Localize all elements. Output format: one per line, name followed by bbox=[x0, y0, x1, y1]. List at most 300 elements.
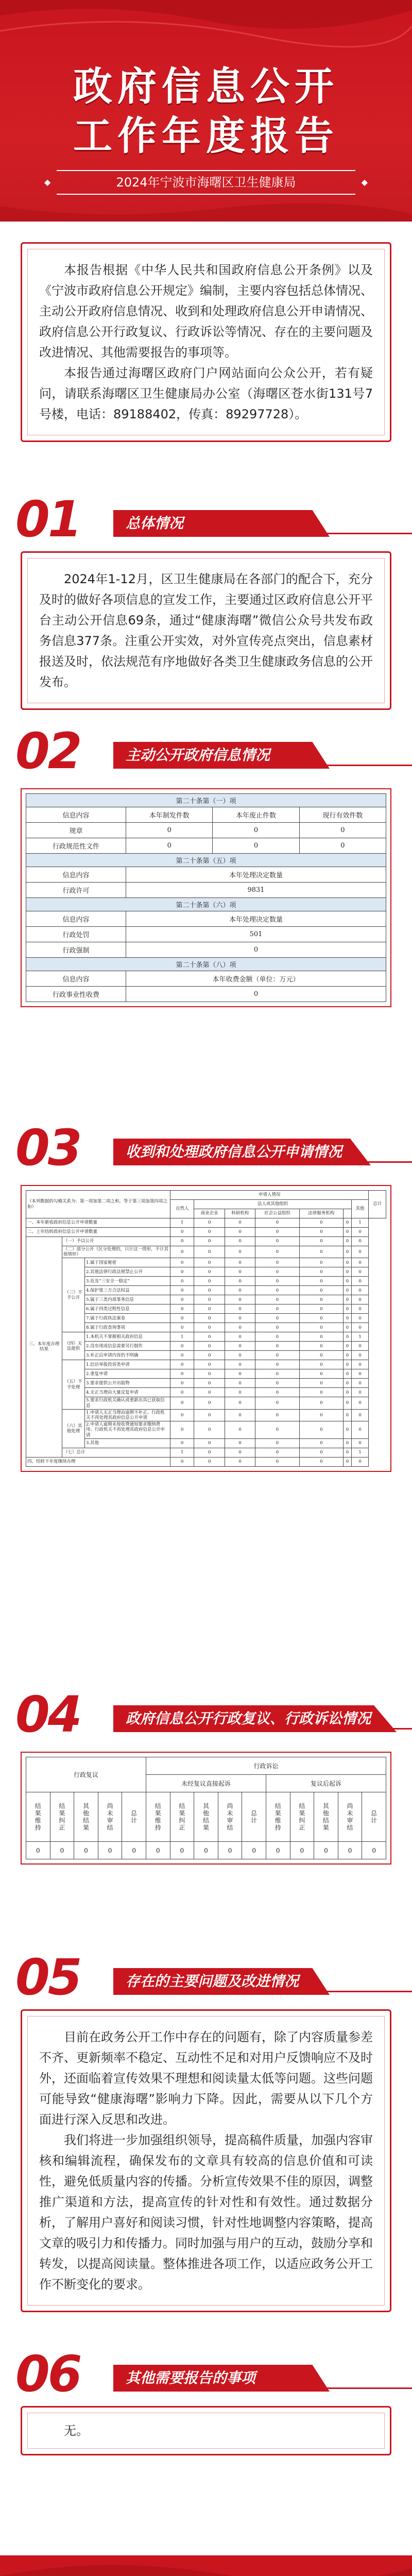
table-cell: 0 bbox=[170, 1286, 194, 1295]
table-cell: 0 bbox=[255, 1369, 299, 1379]
table-cell: 1 bbox=[170, 1218, 194, 1228]
intro-paragraph-1: 本报告根据《中华人民共和国政府信息公开条例》以及《宁波市政府信息公开规定》编制，主要内容包括总体情况、主动公开政府信息情况、收到和处理政府信息公开申请情况、政府信息公开行政复议、行政诉讼等情况、存在的主要问题及改进情况、其他需要报告的事项等。 bbox=[39, 263, 373, 360]
row-label: 5.要求行政机关确认或重新出具已获取信息 bbox=[85, 1397, 170, 1409]
section-3-title: 收到和处理政府信息公开申请情况 bbox=[126, 1143, 342, 1160]
table-cell: 0 bbox=[170, 1409, 194, 1421]
table-cell: 0 bbox=[343, 1351, 351, 1360]
table-cell: 0 bbox=[170, 1295, 194, 1304]
table-cell: 0 bbox=[194, 1228, 225, 1237]
table-cell: 0 bbox=[255, 1360, 299, 1369]
table-header: 信息内容 bbox=[26, 867, 126, 883]
table-header: 结果维持 bbox=[146, 1792, 170, 1842]
table-cell: 0 bbox=[299, 1421, 343, 1439]
section-5-ribbon bbox=[113, 1968, 397, 1995]
table-cell: 0 bbox=[255, 1304, 299, 1314]
table-header: 结果纠正 bbox=[290, 1792, 314, 1842]
table-cell: 0 bbox=[225, 1421, 255, 1439]
table-cell: 0 bbox=[299, 1379, 343, 1388]
table-cell: 0 bbox=[225, 1323, 255, 1332]
table-band: 第二十条第（八）项 bbox=[26, 958, 386, 971]
table-cell: 0 bbox=[351, 1295, 369, 1304]
table-header: 本年废止件数 bbox=[213, 807, 299, 823]
table-cell: 0 bbox=[343, 1228, 351, 1237]
problems-paragraph-1: 目前在政务公开工作中存在的问题有，除了内容质量参差不齐、更新频率不稳定、互动性不足和对用户反馈响应不及时外，还面临着宣传效果不理想和阅读量太低等问题。这些问题可能导致“健康海曙”影响力下降。因此，需要从以下几个方面进行深入反思和改进。 bbox=[39, 2030, 373, 2127]
table-cell: 0 bbox=[194, 1267, 225, 1277]
table-cell: 0 bbox=[225, 1295, 255, 1304]
table-cell: 0 bbox=[343, 1421, 351, 1439]
table-cell: 0 bbox=[194, 1218, 225, 1228]
row-label: 一、本年新收政府信息公开申请数量 bbox=[26, 1218, 170, 1228]
table-cell: 0 bbox=[343, 1277, 351, 1286]
row-label: （一）予以公开 bbox=[62, 1237, 170, 1246]
table-cell: 0 bbox=[351, 1351, 369, 1360]
table-cell: 0 bbox=[255, 1237, 299, 1246]
table-cell: 0 bbox=[194, 1332, 225, 1342]
table-cell: 0 bbox=[351, 1323, 369, 1332]
table-band: 第二十条第（五）项 bbox=[26, 854, 386, 867]
table-cell: 0 bbox=[255, 1258, 299, 1267]
section-2-title: 主动公开政府信息情况 bbox=[126, 747, 270, 764]
table-cell: 0 bbox=[299, 1277, 343, 1286]
table-cell: 0 bbox=[343, 1258, 351, 1267]
table-cell: 0 bbox=[299, 838, 386, 854]
table-cell: 0 bbox=[343, 1409, 351, 1421]
table-cell: 行政强制 bbox=[26, 942, 126, 958]
table-cell: 0 bbox=[213, 823, 299, 838]
section-3-heading bbox=[15, 1119, 397, 1177]
table-cell: 0 bbox=[194, 1457, 225, 1466]
table-cell: 0 bbox=[255, 1397, 299, 1409]
table-band: 第二十条第（六）项 bbox=[26, 898, 386, 911]
table-header: 法人或其他组织 bbox=[194, 1200, 351, 1209]
table-header: 结果纠正 bbox=[50, 1792, 74, 1842]
table-cell: 0 bbox=[299, 1314, 343, 1323]
section-5-title: 存在的主要问题及改进情况 bbox=[126, 1973, 299, 1990]
table-cell: 0 bbox=[26, 1842, 50, 1859]
table-cell: 0 bbox=[170, 1360, 194, 1369]
table-header: 总计 bbox=[369, 1191, 386, 1218]
table-cell: 0 bbox=[194, 1286, 225, 1295]
table-cell: 0 bbox=[194, 1409, 225, 1421]
row-label: 3.危及“三安全一稳定” bbox=[85, 1277, 170, 1286]
table-header: 复议后起诉 bbox=[266, 1775, 386, 1792]
table-cell: 0 bbox=[170, 1304, 194, 1314]
table-cell: 0 bbox=[225, 1448, 255, 1457]
table-cell: 0 bbox=[170, 1258, 194, 1267]
row-label: 5.属于三类内部事务信息 bbox=[85, 1295, 170, 1304]
table-cell: 0 bbox=[255, 1409, 299, 1421]
row-label: 四、结转下年度继续办理 bbox=[26, 1457, 170, 1466]
section-4-number: 04 bbox=[15, 1686, 80, 1743]
table-cell: 0 bbox=[225, 1314, 255, 1323]
section-1-title: 总体情况 bbox=[126, 515, 184, 532]
table-cell: 0 bbox=[299, 1267, 343, 1277]
subtitle: ◆ 2024年宁波市海曙区卫生健康局 ◆ bbox=[57, 170, 355, 195]
table-cell: 0 bbox=[194, 1421, 225, 1439]
table-cell: 0 bbox=[194, 1304, 225, 1314]
row-label: 3.其他 bbox=[85, 1438, 170, 1448]
table-cell: 0 bbox=[343, 1246, 351, 1258]
main-title-line2: 工作年度报告 bbox=[73, 113, 339, 159]
other-card bbox=[21, 2406, 391, 2455]
row-label: 2.其他法律行政法规禁止公开 bbox=[85, 1267, 170, 1277]
table-cell: 0 bbox=[225, 1360, 255, 1369]
section-3-ribbon bbox=[113, 1139, 397, 1165]
table-cell: 0 bbox=[255, 1448, 299, 1457]
section-1-number: 01 bbox=[15, 490, 80, 548]
table-cell: 0 bbox=[299, 1286, 343, 1295]
table-cell: 行政许可 bbox=[26, 883, 126, 898]
table-cell: 0 bbox=[343, 1304, 351, 1314]
section-5-heading bbox=[15, 1948, 397, 2006]
table-cell: 0 bbox=[255, 1295, 299, 1304]
table-header: 尚未审结 bbox=[218, 1792, 242, 1842]
table-cell: 0 bbox=[255, 1228, 299, 1237]
table-cell: 0 bbox=[255, 1218, 299, 1228]
table-cell: 0 bbox=[213, 838, 299, 854]
section-4-ribbon bbox=[113, 1705, 397, 1732]
table-cell: 0 bbox=[351, 1457, 369, 1466]
table-cell: 0 bbox=[343, 1457, 351, 1466]
table-cell: 0 bbox=[225, 1218, 255, 1228]
table-cell: 0 bbox=[255, 1438, 299, 1448]
review-litigation-table bbox=[26, 1757, 386, 1859]
section-6-number: 06 bbox=[15, 2345, 80, 2403]
table-cell: 0 bbox=[343, 1314, 351, 1323]
table-cell: 0 bbox=[351, 1409, 369, 1421]
table-row bbox=[26, 838, 386, 854]
table-cell: 0 bbox=[126, 823, 213, 838]
table-cell: 0 bbox=[170, 1351, 194, 1360]
table-cell: 0 bbox=[299, 1351, 343, 1360]
table-row bbox=[26, 942, 386, 958]
table-cell: 0 bbox=[255, 1314, 299, 1323]
table-row bbox=[26, 1246, 386, 1258]
table-cell: 0 bbox=[343, 1379, 351, 1388]
table-header: 未经复议直接起诉 bbox=[146, 1775, 266, 1792]
table-cell: 0 bbox=[194, 1237, 225, 1246]
table-cell: 0 bbox=[255, 1267, 299, 1277]
table-cell: 0 bbox=[351, 1379, 369, 1388]
table-cell: 0 bbox=[225, 1304, 255, 1314]
table-cell: 0 bbox=[255, 1332, 299, 1342]
table-cell: 0 bbox=[126, 987, 386, 1002]
table-cell: 0 bbox=[194, 1397, 225, 1409]
footer-band bbox=[0, 2555, 412, 2576]
table-cell: 0 bbox=[194, 1277, 225, 1286]
group-label: （三）不予公开 bbox=[62, 1258, 85, 1332]
intro-card bbox=[21, 242, 391, 442]
row-label: 2.重复申请 bbox=[85, 1369, 170, 1379]
row-label: （七）总计 bbox=[62, 1448, 170, 1457]
overall-paragraph: 2024年1-12月，区卫生健康局在各部门的配合下，充分及时的做好各项信息的宣发工作，主要通过区政府信息公开平台主动公开信息69条，通过“健康海曙”微信公众号共发布政务信息377条。注重公开实效，对外宣传亮点突出，信息素材报送及时，依法规范有序地做好各类卫生健康政务信息的公开发布。 bbox=[39, 572, 373, 689]
table-header: 结果纠正 bbox=[170, 1792, 194, 1842]
table-cell: 0 bbox=[194, 1842, 218, 1859]
table-cell: 0 bbox=[351, 1304, 369, 1314]
table-cell: 0 bbox=[225, 1438, 255, 1448]
table-row bbox=[26, 1228, 386, 1237]
table-cell: 0 bbox=[299, 1332, 343, 1342]
application-table bbox=[26, 1190, 386, 1467]
table-cell: 0 bbox=[351, 1369, 369, 1379]
table-cell: 0 bbox=[362, 1842, 386, 1859]
row-label: 二、上年结转政府信息公开申请数量 bbox=[26, 1228, 170, 1237]
table-header: 总计 bbox=[242, 1792, 266, 1842]
table-header: 总计 bbox=[362, 1792, 386, 1842]
table-cell: 0 bbox=[343, 1218, 351, 1228]
table-cell: 0 bbox=[170, 1267, 194, 1277]
table-cell: 0 bbox=[343, 1286, 351, 1295]
other-text: 无。 bbox=[64, 2424, 89, 2438]
table-cell: 0 bbox=[255, 1388, 299, 1397]
table-cell: 0 bbox=[225, 1277, 255, 1286]
problems-paragraph-2: 我们将进一步加强组织领导，提高稿件质量，加强内容审核和编辑流程，确保发布的文章具有较高的信息价值和可读性，避免低质量内容的传播。分析宣传效果不佳的原因，调整推广渠道和方法，提高宣传的针对性和有效性。通过数据分析，了解用户喜好和阅读习惯，针对性地调整内容策略，提高文章的吸引力和传播力。同时加强与用户的互动，鼓励分享和转发，以提高阅读量。整体推进各项工作，以适应政务公开工作不断变化的要求。 bbox=[39, 2133, 373, 2292]
table-header bbox=[343, 1209, 351, 1218]
table-band: 第二十条第（一）项 bbox=[26, 794, 386, 807]
table-row bbox=[26, 883, 386, 898]
table-header: 其他 bbox=[351, 1200, 369, 1218]
table-cell: 0 bbox=[225, 1388, 255, 1397]
table-cell: 0 bbox=[194, 1246, 225, 1258]
table-cell: 0 bbox=[225, 1246, 255, 1258]
table-cell: 0 bbox=[351, 1237, 369, 1246]
table-cell: 0 bbox=[338, 1842, 362, 1859]
table-cell: 0 bbox=[351, 1314, 369, 1323]
section-4-title: 政府信息公开行政复议、行政诉讼情况 bbox=[126, 1710, 371, 1727]
table-cell: 1 bbox=[170, 1332, 194, 1342]
application-table-frame bbox=[21, 1185, 391, 1472]
table-cell: 0 bbox=[299, 1218, 343, 1228]
table-cell: 0 bbox=[351, 1286, 369, 1295]
table-cell: 0 bbox=[170, 1228, 194, 1237]
table-cell: 0 bbox=[170, 1369, 194, 1379]
table-cell: 0 bbox=[122, 1842, 146, 1859]
table-cell: 0 bbox=[225, 1457, 255, 1466]
table-cell: 0 bbox=[255, 1421, 299, 1439]
section-2-number: 02 bbox=[15, 722, 80, 780]
table-cell: 0 bbox=[290, 1842, 314, 1859]
table-cell: 0 bbox=[225, 1379, 255, 1388]
proactive-disclosure-table bbox=[26, 793, 386, 1002]
table-cell: 0 bbox=[50, 1842, 74, 1859]
row-label: 8.属于行政查询事项 bbox=[85, 1323, 170, 1332]
row-label: 6.属于四类过程性信息 bbox=[85, 1304, 170, 1314]
table-cell: 0 bbox=[351, 1267, 369, 1277]
table-header: 其他结果 bbox=[74, 1792, 98, 1842]
overall-card bbox=[21, 551, 391, 710]
section-2-ribbon bbox=[113, 742, 397, 769]
row-label: 1.信访举报投诉类申请 bbox=[85, 1360, 170, 1369]
table-row bbox=[26, 1448, 386, 1457]
table-cell: 1 bbox=[351, 1332, 369, 1342]
row-label: 7.属于行政执法案卷 bbox=[85, 1314, 170, 1323]
table-cell: 0 bbox=[351, 1246, 369, 1258]
table-header: 信息内容 bbox=[26, 911, 126, 927]
table-cell: 0 bbox=[299, 1360, 343, 1369]
table-cell: 0 bbox=[351, 1360, 369, 1369]
table-cell: 0 bbox=[299, 1295, 343, 1304]
table-cell: 0 bbox=[194, 1258, 225, 1267]
table-cell: 0 bbox=[126, 838, 213, 854]
table-row bbox=[26, 1332, 386, 1342]
table-header: 本年处理决定数量 bbox=[126, 911, 386, 927]
table-cell: 0 bbox=[299, 1323, 343, 1332]
table-header: 信息内容 bbox=[26, 807, 126, 823]
table-header: 本年处理决定数量 bbox=[126, 867, 386, 883]
table-header: 尚未审结 bbox=[338, 1792, 362, 1842]
table-cell: 0 bbox=[194, 1379, 225, 1388]
row-label: 4.无正当理由大量反复申请 bbox=[85, 1388, 170, 1397]
section-2-heading bbox=[15, 722, 397, 780]
table-cell: 0 bbox=[343, 1397, 351, 1409]
table-header: 科研机构 bbox=[225, 1209, 255, 1218]
table-cell: 0 bbox=[170, 1342, 194, 1351]
row-label: 2.申请人逾期未按收费通知要求缴纳费用、行政机关不再处理其政府信息公开申请 bbox=[85, 1421, 170, 1439]
table-cell: 0 bbox=[170, 1314, 194, 1323]
table-cell: 0 bbox=[299, 1409, 343, 1421]
table-cell: 0 bbox=[225, 1409, 255, 1421]
table-cell: 0 bbox=[299, 1237, 343, 1246]
table-cell: 0 bbox=[242, 1842, 266, 1859]
table-header: 本年收费金额（单位：万元） bbox=[126, 971, 386, 987]
table-cell: 0 bbox=[194, 1360, 225, 1369]
group-label: （六）其他处理 bbox=[62, 1409, 85, 1448]
table-cell: 1 bbox=[351, 1448, 369, 1457]
table-cell: 0 bbox=[299, 1369, 343, 1379]
table-cell: 0 bbox=[343, 1360, 351, 1369]
table-header: 其他结果 bbox=[194, 1792, 218, 1842]
table-cell: 0 bbox=[343, 1267, 351, 1277]
table-row bbox=[26, 1409, 386, 1421]
table-cell: 0 bbox=[255, 1342, 299, 1351]
group-label: （五）不予处理 bbox=[62, 1360, 85, 1409]
proactive-disclosure-table-frame bbox=[21, 788, 391, 1007]
table-cell: 0 bbox=[351, 1342, 369, 1351]
section-5-number: 05 bbox=[15, 1948, 80, 2006]
table-cell: 0 bbox=[194, 1323, 225, 1332]
table-cell: 0 bbox=[225, 1342, 255, 1351]
table-cell: 0 bbox=[194, 1438, 225, 1448]
table-row bbox=[26, 1237, 386, 1246]
table-cell: 0 bbox=[194, 1342, 225, 1351]
table-header: 尚未审结 bbox=[98, 1792, 122, 1842]
table-cell: 0 bbox=[170, 1246, 194, 1258]
table-cell: 0 bbox=[351, 1258, 369, 1267]
table-cell: 0 bbox=[170, 1379, 194, 1388]
section-3-number: 03 bbox=[15, 1119, 80, 1177]
table-cell: 0 bbox=[170, 1438, 194, 1448]
table-cell: 0 bbox=[126, 942, 386, 958]
table-cell: 0 bbox=[170, 1397, 194, 1409]
table-header: （本列数据的勾稽关系为：第一项加第二项之和，等于第三项加第四项之和） bbox=[26, 1191, 170, 1218]
table-cell: 0 bbox=[343, 1448, 351, 1457]
table-cell: 0 bbox=[299, 1246, 343, 1258]
table-cell: 0 bbox=[146, 1842, 170, 1859]
table-cell: 0 bbox=[343, 1388, 351, 1397]
table-header: 总计 bbox=[122, 1792, 146, 1842]
table-header: 结果维持 bbox=[26, 1792, 50, 1842]
table-row bbox=[26, 987, 386, 1002]
table-header: 申请人情况 bbox=[170, 1191, 369, 1200]
table-cell: 0 bbox=[299, 1397, 343, 1409]
table-cell: 0 bbox=[225, 1397, 255, 1409]
table-cell: 0 bbox=[299, 1304, 343, 1314]
table-cell: 规章 bbox=[26, 823, 126, 838]
row-label: 1.本机关不掌握相关政府信息 bbox=[85, 1332, 170, 1342]
table-row bbox=[26, 1457, 386, 1466]
table-cell: 0 bbox=[225, 1237, 255, 1246]
table-cell: 0 bbox=[343, 1237, 351, 1246]
table-cell: 0 bbox=[170, 1277, 194, 1286]
section-6-title: 其他需要报告的事项 bbox=[126, 2369, 256, 2386]
section-6-ribbon bbox=[113, 2365, 397, 2392]
table-cell: 0 bbox=[343, 1369, 351, 1379]
main-title bbox=[0, 62, 412, 161]
table-cell: 0 bbox=[351, 1228, 369, 1237]
table-cell: 0 bbox=[314, 1842, 338, 1859]
problems-card bbox=[21, 2009, 391, 2312]
table-cell: 0 bbox=[255, 1286, 299, 1295]
table-cell: 0 bbox=[255, 1351, 299, 1360]
table-header: 本年制发件数 bbox=[126, 807, 213, 823]
table-cell: 0 bbox=[225, 1267, 255, 1277]
table-row bbox=[26, 1258, 386, 1267]
table-cell: 0 bbox=[225, 1228, 255, 1237]
row-label: 1.属于国家秘密 bbox=[85, 1258, 170, 1267]
table-header: 行政诉讼 bbox=[146, 1757, 386, 1775]
table-cell: 0 bbox=[299, 1457, 343, 1466]
table-cell: 0 bbox=[299, 1438, 343, 1448]
table-cell: 501 bbox=[126, 927, 386, 942]
table-header: 社会公益组织 bbox=[255, 1209, 299, 1218]
table-row bbox=[26, 1360, 386, 1369]
group-label: 三、本年度办理结果 bbox=[26, 1237, 62, 1458]
report-header bbox=[0, 0, 412, 222]
group-label: （四）无法提供 bbox=[62, 1332, 85, 1360]
table-cell: 9831 bbox=[126, 883, 386, 898]
table-cell: 0 bbox=[299, 1342, 343, 1351]
section-6-heading bbox=[15, 2345, 397, 2403]
row-label: 3.要求提供公开出版物 bbox=[85, 1379, 170, 1388]
table-cell: 0 bbox=[170, 1457, 194, 1466]
table-header: 其他结果 bbox=[314, 1792, 338, 1842]
table-cell: 0 bbox=[170, 1421, 194, 1439]
table-cell: 0 bbox=[74, 1842, 98, 1859]
table-cell: 0 bbox=[194, 1369, 225, 1379]
table-cell: 0 bbox=[194, 1351, 225, 1360]
table-header: 现行有效件数 bbox=[299, 807, 386, 823]
row-label: 3.补正后申请内容仍不明确 bbox=[85, 1351, 170, 1360]
table-cell: 0 bbox=[343, 1295, 351, 1304]
table-cell: 行政处罚 bbox=[26, 927, 126, 942]
table-cell: 0 bbox=[225, 1258, 255, 1267]
table-header: 法律服务机构 bbox=[299, 1209, 343, 1218]
table-row bbox=[26, 927, 386, 942]
table-cell: 0 bbox=[351, 1277, 369, 1286]
section-4-heading bbox=[15, 1686, 397, 1743]
table-cell: 0 bbox=[343, 1342, 351, 1351]
table-cell: 0 bbox=[266, 1842, 290, 1859]
table-cell: 0 bbox=[194, 1295, 225, 1304]
table-row bbox=[26, 1218, 386, 1228]
section-1-ribbon bbox=[113, 510, 397, 537]
table-cell: 0 bbox=[343, 1323, 351, 1332]
table-cell: 0 bbox=[170, 1388, 194, 1397]
table-cell: 0 bbox=[255, 1379, 299, 1388]
table-cell: 0 bbox=[225, 1332, 255, 1342]
table-cell: 0 bbox=[351, 1388, 369, 1397]
table-cell: 行政规范性文件 bbox=[26, 838, 126, 854]
